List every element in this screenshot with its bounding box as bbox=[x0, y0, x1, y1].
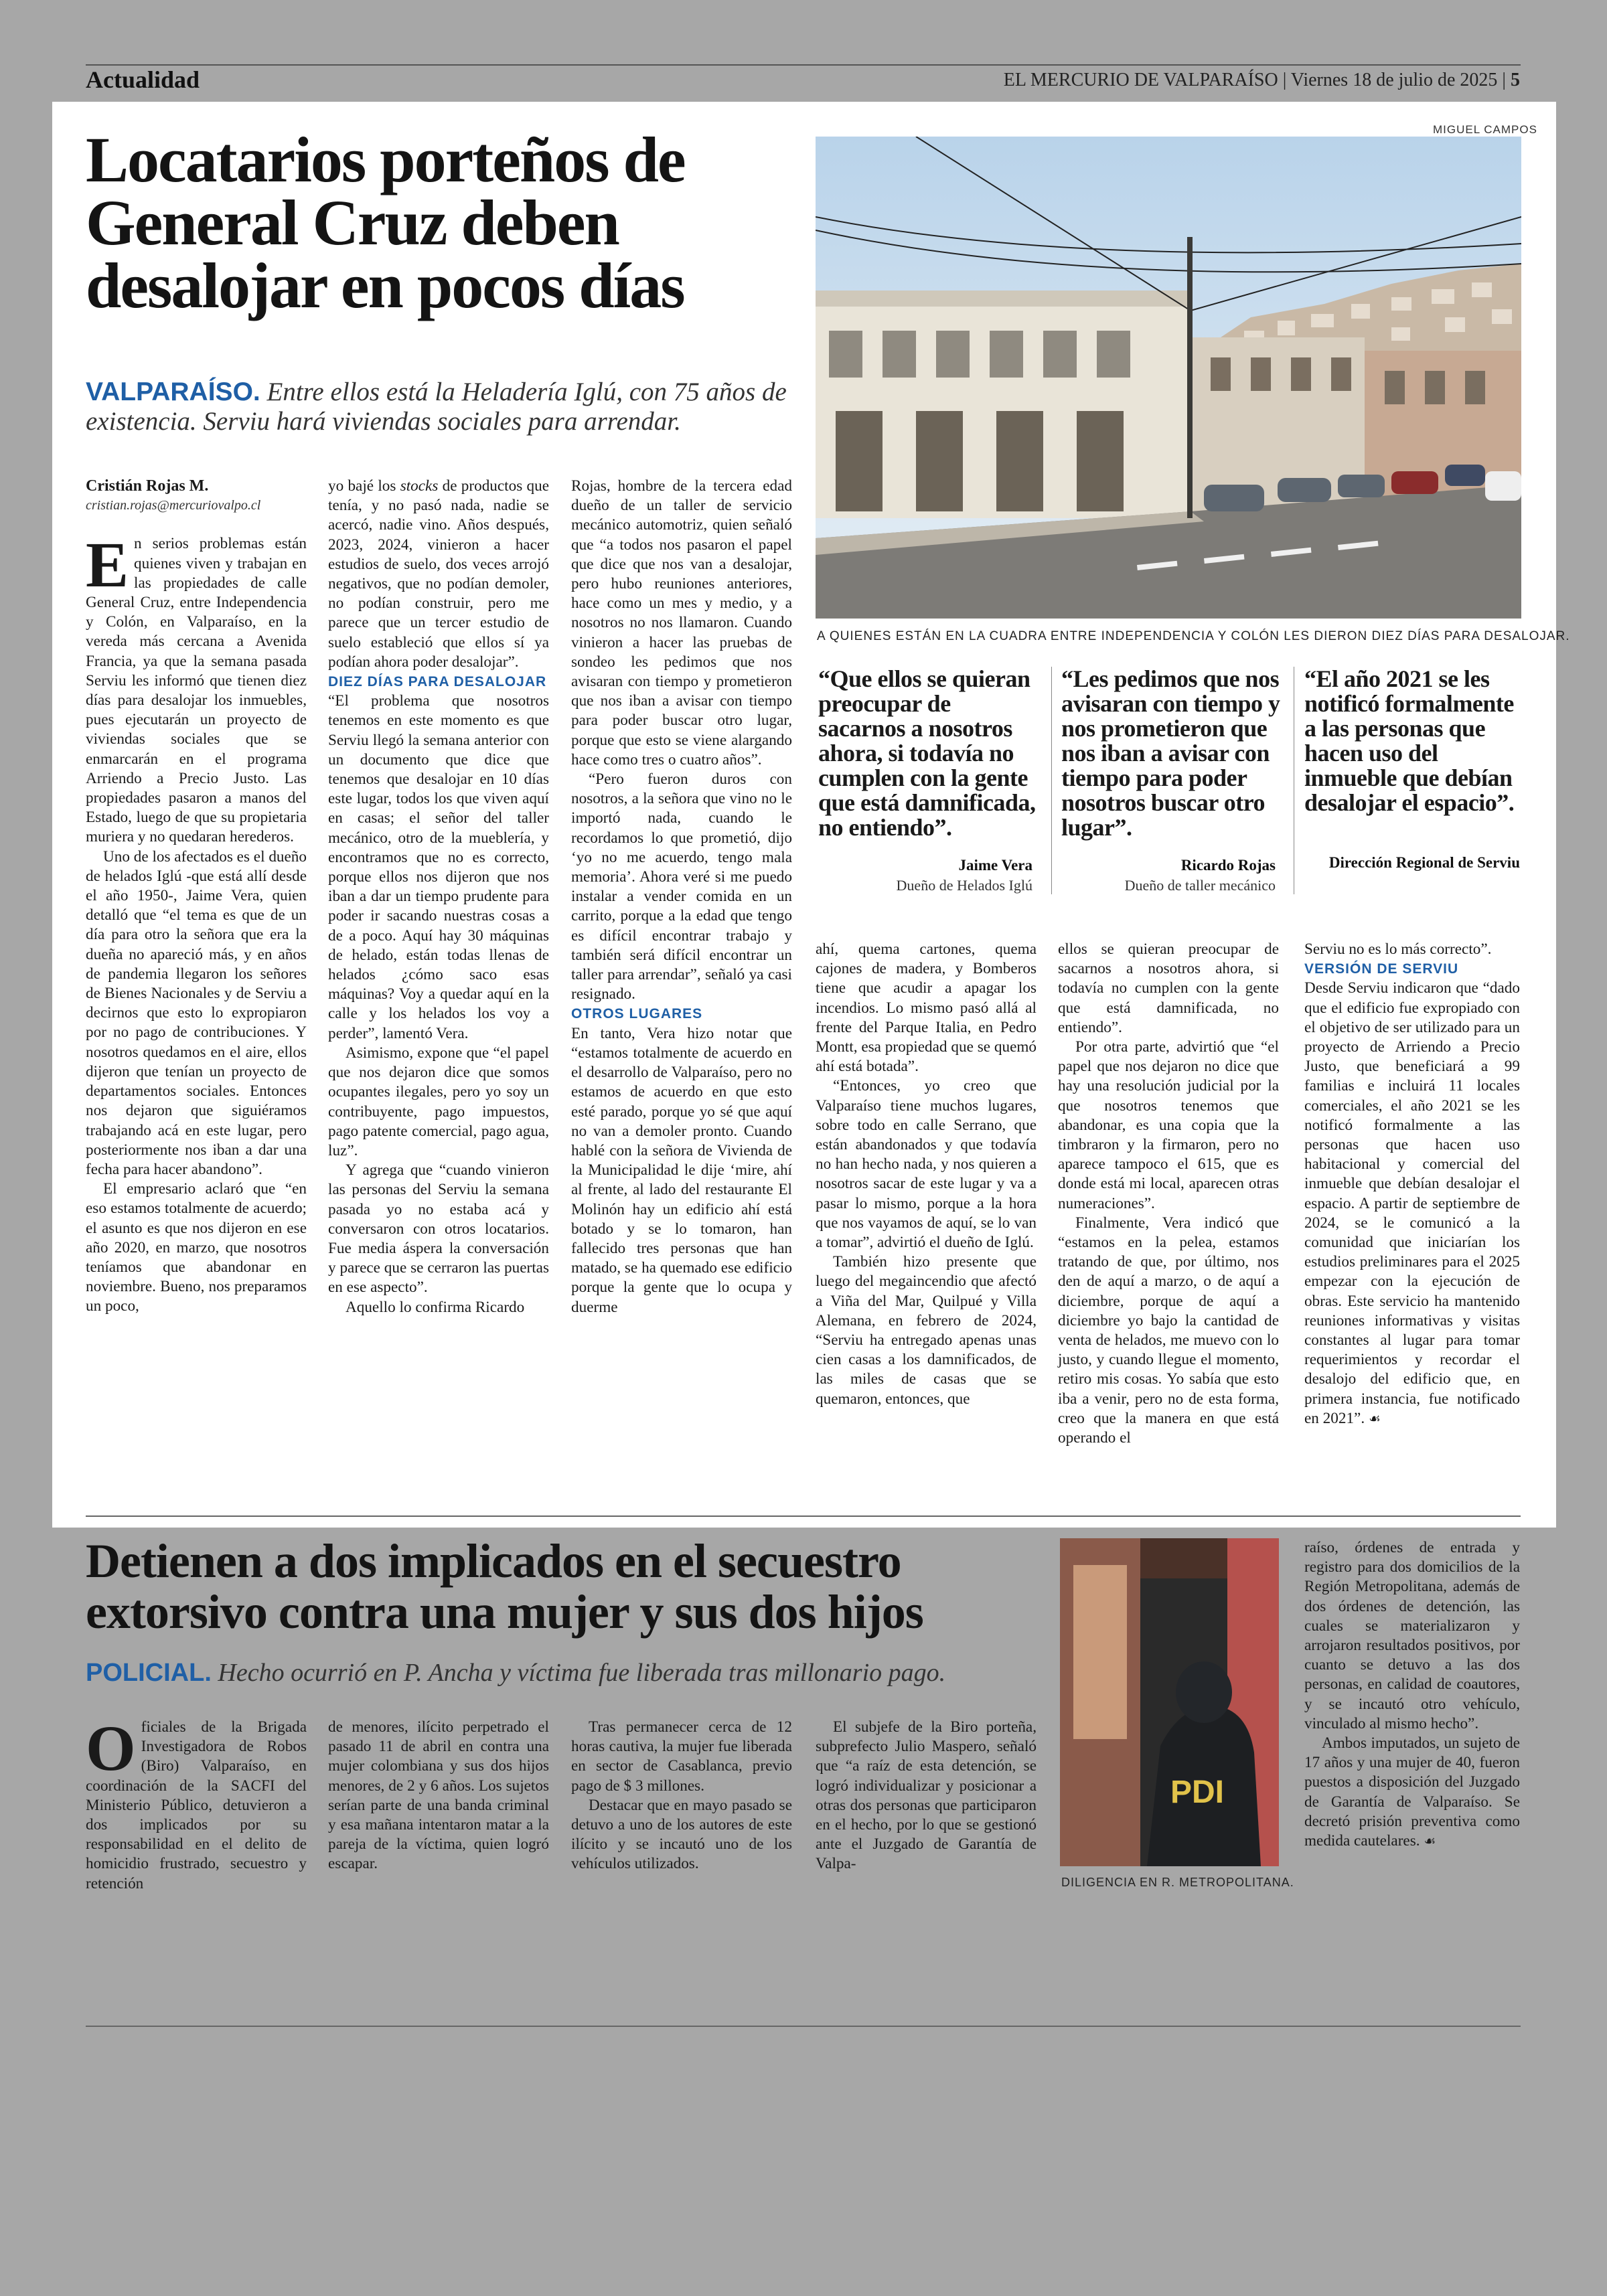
paragraph: ellos se quieran preocupar de sacarnos a nosotros ahora, si todavía no cumplen con la gente que está damnificada, no entiendo”. bbox=[1058, 940, 1279, 1036]
article2-col1 bbox=[86, 1712, 307, 1894]
subhead-diez-dias: DIEZ DÍAS PARA DESALOJAR bbox=[328, 674, 547, 690]
pdi-label: PDI bbox=[1170, 1775, 1225, 1810]
paragraph: Serviu no es lo más correcto”. bbox=[1304, 940, 1492, 958]
issue-date: Viernes 18 de julio de 2025 bbox=[1290, 70, 1498, 90]
paragraph: El subjefe de la Biro porteña, subprefecto Julio Maspero, señaló que “a raíz de esta detención, se logró individualizar y posicionar a otras dos personas que participaron en el hecho, por lo que se gestionó ante el Juzgado de Garantía de Valpa- bbox=[816, 1718, 1037, 1873]
masthead: EL MERCURIO DE VALPARAÍSO | Viernes 18 de julio de 2025 | 5 bbox=[1003, 70, 1520, 90]
article2-lead bbox=[86, 1659, 1077, 1687]
quote-name: Jaime Vera bbox=[958, 857, 1032, 874]
street-photo bbox=[816, 137, 1521, 619]
column-rule bbox=[1051, 667, 1052, 894]
paragraph: ahí, quema cartones, quema cajones de madera, y Bomberos tiene que acudir a apagar los incendios. Lo mismo pasó allá al frente del Parque Italia, en Pedro Montt, esa propiedad que se quemó ahí está botada”. bbox=[816, 940, 1037, 1076]
paragraph: En tanto, Vera hizo notar que “estamos totalmente de acuerdo en el desarrollo de Valparaíso, pero no estamos de acuerdo en que esto esté parado, porque yo sé que aquí no van a demoler pronto. Cuando hablé con la señora de Vivienda de la Municipalidad le dije ‘mire, ahí al frente, al lado del restaurante El Molinón hay un edificio ahí está botado y se lo tomaron, han fallecido tres personas que han matado, se ha quemado ese edificio porque la gente que lo ocupa y duerme bbox=[571, 1024, 792, 1316]
paragraph: Uno de los afectados es el dueño de helados Iglú -que está allí desde el año 1950-, Jaime Vera, quien detalló que “el tema es que de un día para otro la señora que era la dueña no apareció más, y en años de pandemia llegaron los señores de Bienes Nacionales y de Serviu a decirnos que esto lo expropiaron por no pago de contribuciones. Y nosotros quedamos en el aire, ellos dijeron que tenían un proyecto de departamentos sociales. Entonces nos dejaron que siguiéramos trabajando acá en este lugar, pero posteriormente nos iban a dar una fecha para hacer abandono”. bbox=[86, 847, 307, 1178]
photo-caption: A QUIENES ESTÁN EN LA CUADRA ENTRE INDEPENDENCIA Y COLÓN LES DIERON DIEZ DÍAS PARA DESALOJAR. bbox=[817, 629, 1570, 643]
paragraph: raíso, órdenes de entrada y registro para dos domicilios de la Región Metropolitana, además de dos órdenes de detención, las cuales se materializaron y arrojaron resultados positivos, por cuanto se detuvo a las dos personas, en calidad de coautores, y se incautó otro vehículo, vinculado al mismo hecho”. bbox=[1304, 1539, 1520, 1732]
pdi-photo bbox=[1060, 1538, 1279, 1866]
end-mark-icon: ☙ bbox=[1424, 1833, 1436, 1850]
paragraph: También hizo presente que luego del megaincendio que afectó a Viña del Mar, Quilpué y Villa Alemana, en febrero de 2024, “Serviu ha entregado apenas unas cien casas a los damnificados, de las miles de casas que se quemaron, entonces, que bbox=[816, 1253, 1037, 1408]
paragraph: Aquello lo confirma Ricardo bbox=[346, 1298, 525, 1316]
paragraph: n serios problemas están quienes viven y trabajan en las propiedades de calle General Cruz, entre Independencia y Colón, en Valparaíso, en la vereda más cercana a Avenida Francia, ya que la semana pasada Serviu les informó que tienen diez días para desalojar los inmuebles, pues ejecutarán un proyecto de viviendas sociales que se enmarcarán en el programa Arriendo a Precio Justo. Las propiedades pasaron a manos del Estado, luego de que su propietaria muriera y no quedaran herederos. bbox=[86, 535, 307, 846]
article-divider bbox=[86, 1515, 1521, 1517]
paragraph: de menores, ilícito perpetrado el pasado 11 de abril en contra una mujer colombiana y sus dos hijos menores, de 2 y 6 años. Los sujetos serían parte de una banda criminal y esa mañana intentaron matar a la pareja de la víctima, quien logró escapar. bbox=[328, 1718, 549, 1873]
bottom-rule bbox=[86, 2026, 1521, 2027]
article2-title: Detienen a dos implicados en el secuestro extorsivo contra una mujer y sus dos hijos bbox=[86, 1534, 923, 1639]
pdi-photo-illustration bbox=[1060, 1538, 1279, 1866]
paragraph: “El problema que nosotros tenemos en este momento es que Serviu llegó la semana anterior con un documento que dice que tenemos que desalojar en 10 días este lugar, todos los que viven aquí en casas; el señor del taller mecánico, otro de la mueblería, y encontramos que no es correcto, porque ellos nos dijeron que nos iban a dar un tiempo prudente para poder ir sacando nuestras cosas a de a poco. Aquí hay 30 máquinas de helado, están todas llenas de helados ¿cómo saco esas máquinas? Voy a quedar aquí en la calle y los helados los voy a perder”, lamentó Vera. bbox=[328, 692, 549, 1042]
paragraph: Finalmente, Vera indicó que “estamos en la pelea, estamos tratando de que, por último, nos den de aquí a marzo, o de aquí a diciembre, porque de aquí a diciembre yo bajo la cantidad de venta de helados, me muevo con lo justo, y cuando llegue el momento, retiro mis cosas. Yo sabía que esto iba a venir, pero no de esta forma, creo que la manera en que está operando el bbox=[1058, 1214, 1279, 1447]
paragraph: Asimismo, expone que “el papel que nos dejaron dice que somos ocupantes ilegales, pero yo soy un contribuyente, pago impuestos, pago patente comercial, pago agua, luz”. bbox=[328, 1044, 549, 1159]
subhead-otros-lugares: OTROS LUGARES bbox=[571, 1006, 703, 1022]
article1-col4 bbox=[816, 940, 1037, 1409]
article1-lead-text: Entre ellos está la Heladería Iglú, con 75 años de existencia. Serviu hará viviendas sociales para arrendar. bbox=[86, 378, 787, 436]
paragraph: Tras permanecer cerca de 12 horas cautiva, la mujer fue liberada en sector de Casablanca, previo pago de $ 3 millones. bbox=[571, 1718, 792, 1795]
paragraph: Por otra parte, advirtió que “el papel que nos dejaron no dice que hay una resolución judicial por la que nosotros tenemos que abandonar, es una copia que la timbraron y la firmaron, pero no aparece tampoco el 615, que es donde está mi local, aparecen otras numeraciones”. bbox=[1058, 1038, 1279, 1212]
end-mark-icon: ☙ bbox=[1368, 1410, 1381, 1426]
header-rule bbox=[86, 64, 1521, 66]
article2-lead-text: Hecho ocurrió en P. Ancha y víctima fue liberada tras millonario pago. bbox=[218, 1659, 946, 1687]
paragraph: Rojas, hombre de la tercera edad dueño de un taller de servicio mecánico automotriz, quien señaló que “a todos nos pasaron el papel que dice que nos van a desalojar, pero hubo reuniones anteriores, hace como un mes y medio, y a nosotros no nos llamaron. Cuando vinieron a hacer las pruebas de sondeo les pedimos que nos avisaran con tiempo y prometieron que nos iban a avisar con tiempo para poder buscar otro lugar, porque que esto se viene alargando hace como tres o cuatro años”. bbox=[571, 477, 792, 768]
article2-col2 bbox=[328, 1718, 549, 1874]
paragraph: “Pero fueron duros con nosotros, a la señora que vino no le importó nada, cuando le recordamos lo que prometió, dijo ‘yo no me acuerdo, tengo mala memoria’. Ahora veré si me puedo instalar a vender comida en un carrito, porque a la edad que tengo es difícil encontrar trabajo y también será difícil encontrar un taller para arrendar”, señaló ya casi resignado. bbox=[571, 770, 792, 1003]
paragraph: Y agrega que “cuando vinieron las personas del Serviu la semana pasada yo no estaba acá y conversaron con otros locatarios. Fue media áspera la conversación y parece que se cerraron las puertas en ese aspecto”. bbox=[328, 1161, 549, 1297]
page-number: 5 bbox=[1511, 70, 1520, 90]
author-email: cristian.rojas@mercuriovalpo.cl bbox=[86, 498, 261, 513]
article1-col2 bbox=[328, 477, 549, 1317]
street-photo-illustration bbox=[816, 137, 1521, 619]
paragraph: yo bajé los stocks de productos que tenía, y no pasó nada, nadie se acercó, nadie vino. Años después, 2023, 2024, vinieron a hacer estudios de suelo, dos veces arrojó negativos, que no podían demoler, no podían construir, pero me parece que un tercer estudio de suelo estableció que ellos sí ya podían ahora poder desalojar”. bbox=[328, 477, 549, 671]
paragraph: “Entonces, yo creo que Valparaíso tiene muchos lugares, sobre todo en calle Serrano, que están abandonados y que todavía no han hecho nada, y nos quieren a nosotros sacar de este lugar y va a pasar lo mismo, porque a la hora que nos vayamos de aquí, se lo van a tomar”, advirtió el dueño de Iglú. bbox=[816, 1077, 1037, 1252]
pull-quote: “El año 2021 se les notificó formalmente a las personas que hacen uso del inmueble que debían desalojar el espacio”. bbox=[1304, 665, 1515, 816]
paragraph: Destacar que en mayo pasado se detuvo a uno de los autores de este ilícito y se incautó uno de los vehículos utilizados. bbox=[571, 1796, 792, 1873]
pull-quote: “Les pedimos que nos avisaran con tiempo y nos prometieron que nos iban a avisar con tiempo para poder nosotros buscar otro lugar”. bbox=[1061, 665, 1280, 841]
article2-col4 bbox=[816, 1718, 1037, 1874]
paper-name: EL MERCURIO DE VALPARAÍSO bbox=[1003, 70, 1278, 90]
pdi-photo-caption: DILIGENCIA EN R. METROPOLITANA. bbox=[1061, 1876, 1294, 1889]
article1-title: Locatarios porteños de General Cruz deben desalojar en pocos días bbox=[86, 124, 685, 321]
article1-lead-tag: VALPARAÍSO. bbox=[86, 378, 260, 406]
article2-col3 bbox=[571, 1718, 792, 1874]
article1-col5 bbox=[1058, 940, 1279, 1448]
author-name: Cristián Rojas M. bbox=[86, 477, 209, 495]
article1-col3 bbox=[571, 477, 792, 1317]
article2-col5 bbox=[1304, 1538, 1520, 1851]
quote-name: Dirección Regional de Serviu bbox=[1328, 854, 1520, 871]
quote-name: Ricardo Rojas bbox=[1180, 857, 1276, 874]
paragraph: Desde Serviu indicaron que “dado que el edificio fue expropiado con el objetivo de ser utilizado para un proyecto de Arriendo a Precio Justo, que beneficiará a 99 familias e incluirá 11 locales comerciales, el año 2021 se les notificó formalmente a las personas que hacen uso habitacional y comercial del inmueble que debían desalojar el espacio. A partir de septiembre de 2024, se le comunicó a la comunidad que iniciarían los estudios preliminares para el 2025 empezar con la ejecución de obras. Este servicio ha mantenido reuniones informativas y visitas constantes al lugar para tomar requerimientos y recordar el desalojo del edificio que, en primera instancia, fue notificado en 2021”. ☙ bbox=[1304, 979, 1520, 1427]
paragraph: Ambos imputados, un sujeto de 17 años y una mujer de 40, fueron puestos a disposición del Juzgado de Garantía de Valparaíso. Se decretó prisión preventiva como medida cautelares. ☙ bbox=[1304, 1734, 1520, 1850]
dropcap-e: E bbox=[86, 529, 129, 601]
photo-credit: MIGUEL CAMPOS bbox=[1433, 123, 1537, 136]
quote-role: Dueño de Helados Iglú bbox=[896, 877, 1032, 894]
article2-lead-tag: POLICIAL. bbox=[86, 1659, 212, 1687]
section-name: Actualidad bbox=[86, 66, 200, 93]
paragraph: El empresario aclaró que “en eso estamos totalmente de acuerdo; el asunto es que nos dijeron en ese año 2020, en marzo, que nosotros teníamos que abandonar en noviembre. Bueno, nos preparamos un poco, bbox=[86, 1180, 307, 1315]
article1-col6 bbox=[1304, 940, 1520, 1428]
article1-col1 bbox=[86, 477, 307, 1317]
subhead-version-serviu: VERSIÓN DE SERVIU bbox=[1304, 961, 1459, 977]
quote-role: Dueño de taller mecánico bbox=[1124, 877, 1276, 894]
pull-quote: “Que ellos se quieran preocupar de sacarnos a nosotros ahora, si todavía no cumplen con la gente que está damnificada, no entiendo”. bbox=[818, 665, 1036, 841]
paragraph: ficiales de la Brigada Investigadora de Robos (Biro) Valparaíso, en coordinación de la SACFI del Ministerio Público, detuvieron a dos implicados por su responsabilidad en el delito de homicidio frustrado, secuestro y retención bbox=[86, 1718, 307, 1892]
dropcap-o: O bbox=[86, 1712, 136, 1784]
article1-lead bbox=[86, 378, 829, 436]
